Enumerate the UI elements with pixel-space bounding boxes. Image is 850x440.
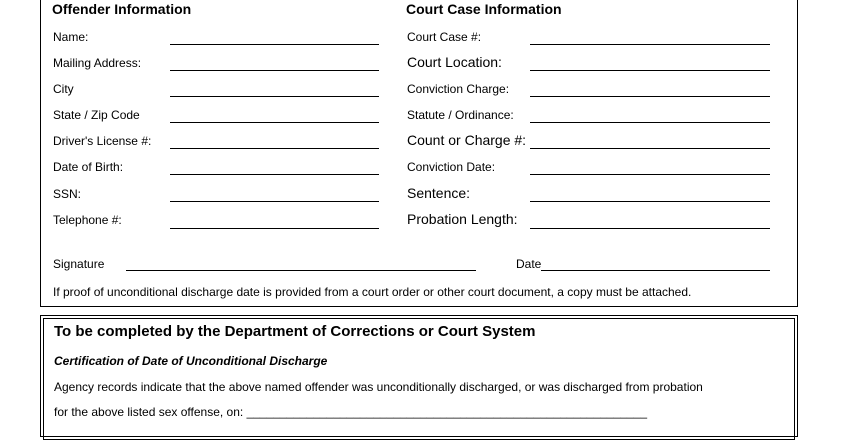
signature-field[interactable]	[126, 270, 476, 271]
sentence-label: Sentence:	[407, 185, 471, 201]
state-zip-field[interactable]	[170, 122, 379, 123]
ssn-label: SSN:	[53, 187, 82, 201]
proof-note: If proof of unconditional discharge date is provided from a court order or other court document, a copy must be attached.	[53, 285, 692, 299]
conviction-charge-field[interactable]	[530, 96, 770, 97]
count-or-charge-field[interactable]	[530, 148, 770, 149]
city-label: City	[53, 82, 74, 96]
date-label: Date	[516, 257, 542, 271]
name-label: Name:	[53, 30, 89, 44]
mailing-address-label: Mailing Address:	[53, 56, 142, 70]
telephone-label: Telephone #:	[53, 213, 122, 227]
conviction-charge-label: Conviction Charge:	[407, 82, 510, 96]
court-case-info-heading: Court Case Information	[406, 1, 562, 17]
date-of-birth-label: Date of Birth:	[53, 160, 124, 174]
discharge-date-line[interactable]: for the above listed sex offense, on: ____________________________________________________________	[54, 405, 647, 419]
agency-records-text: Agency records indicate that the above named offender was unconditionally discharged, or was discharged from probation	[54, 380, 703, 394]
court-location-label: Court Location:	[407, 54, 502, 70]
statute-ordinance-label: Statute / Ordinance:	[407, 108, 514, 122]
conviction-date-label: Conviction Date:	[407, 160, 496, 174]
conviction-date-field[interactable]	[530, 174, 770, 175]
drivers-license-label: Driver's License #:	[53, 134, 152, 148]
drivers-license-field[interactable]	[170, 148, 379, 149]
statute-ordinance-field[interactable]	[530, 122, 770, 123]
ssn-field[interactable]	[170, 201, 379, 202]
certification-subtitle: Certification of Date of Unconditional Discharge	[54, 354, 328, 368]
state-zip-label: State / Zip Code	[53, 108, 140, 122]
name-field[interactable]	[170, 44, 379, 45]
count-or-charge-label: Count or Charge #:	[407, 132, 527, 148]
sentence-field[interactable]	[530, 201, 770, 202]
probation-length-field[interactable]	[530, 228, 770, 229]
telephone-field[interactable]	[170, 228, 379, 229]
doc-section-title: To be completed by the Department of Corrections or Court System	[54, 323, 536, 340]
date-of-birth-field[interactable]	[170, 174, 379, 175]
city-field[interactable]	[170, 96, 379, 97]
signature-date-field[interactable]	[541, 270, 770, 271]
court-location-field[interactable]	[530, 70, 770, 71]
court-case-number-label: Court Case #:	[407, 30, 482, 44]
court-case-number-field[interactable]	[530, 44, 770, 45]
offender-info-heading: Offender Information	[52, 1, 192, 17]
offender-court-section	[40, 0, 798, 307]
mailing-address-field[interactable]	[170, 70, 379, 71]
probation-length-label: Probation Length:	[407, 211, 518, 227]
signature-label: Signature	[53, 257, 105, 271]
